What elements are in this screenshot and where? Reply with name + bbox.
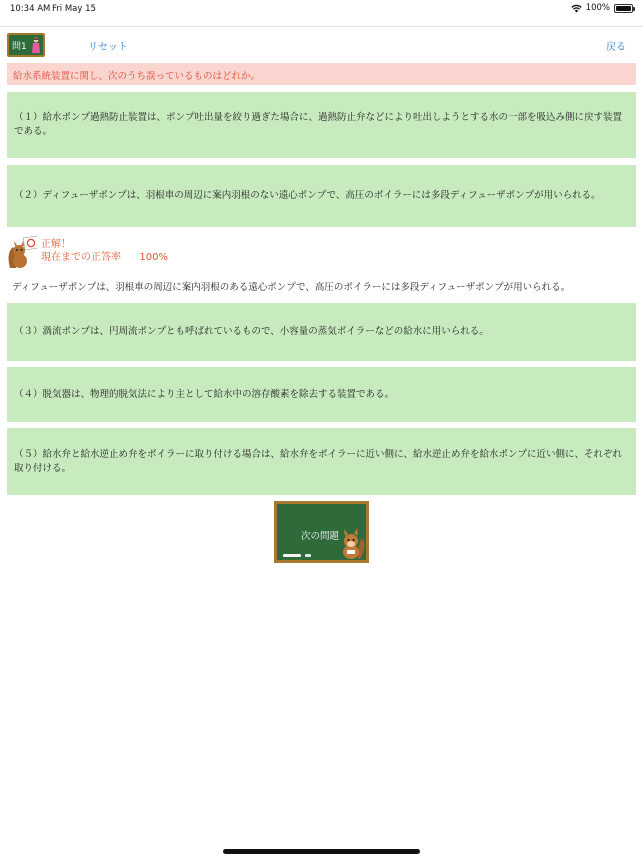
choice-5[interactable] (7, 428, 636, 495)
correct-rate (41, 251, 168, 264)
chalk-decoration (283, 554, 301, 557)
question-box (7, 63, 636, 85)
battery-icon (614, 4, 633, 13)
choice-4-label: （４）脱気器は、物理的脱気法により主として給水中の溶存酸素を除去する装置である。 (14, 388, 395, 400)
squirrel-mascot-icon (338, 524, 366, 560)
choice-4[interactable] (7, 367, 636, 422)
correct-rate-label: 現在までの正答率 (41, 252, 121, 263)
question-number-badge (7, 33, 45, 57)
explanation-text: ディフューザポンプは、羽根車の周辺に案内羽根のある遠心ポンプで、高圧のボイラーには多段ディフューザポンプが用いられる。 (12, 282, 571, 293)
choice-1-label: （１）給水ポンプ過熱防止装置は、ポンプ吐出量を絞り過ぎた場合に、過熱防止弁などにより吐出しようとする水の一部を吸込み側に戻す装置である。 (14, 112, 623, 137)
next-question-label: 次の問題 (301, 531, 340, 542)
result-label: 正解！ (41, 239, 71, 250)
back-button[interactable]: 戻る (606, 42, 626, 53)
wifi-icon (571, 4, 582, 13)
choice-5-label: （５）給水弁と給水逆止め弁をボイラーに取り付ける場合は、給水弁をボイラーに近い側に、給水逆止め弁を給水ポンプに近い側に、それぞれ取り付ける。 (14, 448, 623, 474)
choice-3[interactable] (7, 303, 636, 361)
reset-button[interactable]: リセット (88, 42, 128, 53)
teacher-figure-icon (31, 37, 41, 54)
choice-2[interactable] (7, 165, 636, 227)
eraser-decoration (305, 554, 311, 557)
question-number: 問1 (12, 42, 27, 52)
choice-2-label: （２）ディフューザポンプは、羽根車の周辺に案内羽根のない遠心ポンプで、高圧のボイラーには多段ディフューザポンプが用いられる。 (14, 190, 601, 201)
home-indicator[interactable] (223, 849, 420, 854)
nav-bar (0, 26, 643, 62)
next-question-button[interactable] (274, 501, 369, 563)
battery-percent: 100% (585, 3, 610, 13)
status-time: 10:34 AM (10, 4, 51, 14)
choice-3-label: （３）渦流ポンプは、円周流ポンプとも呼ばれているもので、小容量の蒸気ボイラーなどの給水に用いられる。 (14, 326, 489, 337)
status-bar (0, 0, 643, 18)
status-date: Fri May 15 (52, 4, 96, 14)
correct-rate-value: 100% (139, 252, 168, 263)
squirrel-mascot-icon (7, 235, 37, 269)
question-text: 給水系統装置に関し、次のうち誤っているものはどれか。 (13, 71, 261, 82)
choice-1[interactable] (7, 92, 636, 158)
feedback-text (41, 238, 168, 264)
status-right (571, 3, 633, 13)
answer-feedback (7, 235, 636, 271)
